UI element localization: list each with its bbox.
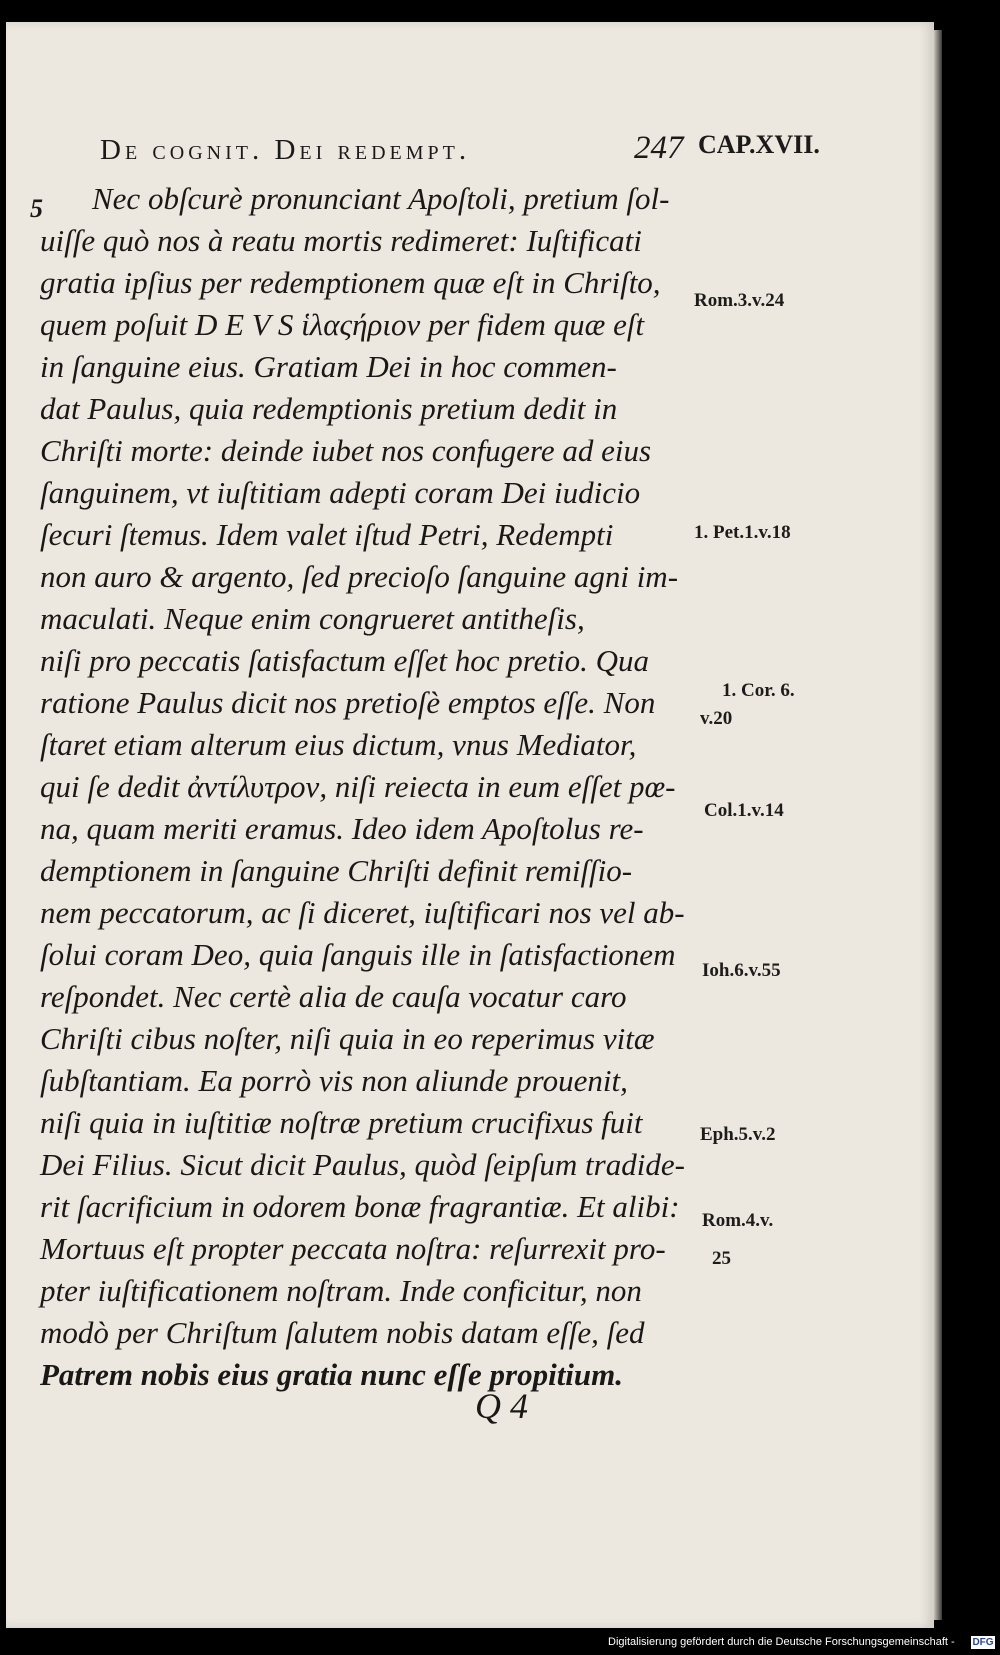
- text-line: ſolui coram Deo, quia ſanguis ille in ſatisfactionem: [40, 937, 676, 972]
- margin-note: Col.1.v.14: [704, 800, 784, 821]
- text-line: gratia ipſius per redemptionem quæ eſt in Chriſto,: [40, 265, 661, 300]
- text-line: quem poſuit D E V S ἱλαςήριον per fidem quæ eſt: [40, 307, 645, 342]
- chapter-label: CAP.XVII.: [698, 130, 820, 159]
- margin-note: v.20: [700, 708, 733, 729]
- footer-credit: Digitalisierung gefördert durch die Deutsche Forschungsgemeinschaft -: [608, 1636, 955, 1648]
- text-line: qui ſe dedit ἀντίλυτρον, niſi reiecta in eum eſſet pœ-: [40, 769, 676, 804]
- side-mark: 5: [30, 194, 43, 223]
- text-line: non auro & argento, ſed precioſo ſanguine agni im-: [40, 559, 679, 594]
- dfg-logo: DFG: [972, 1637, 994, 1648]
- page-header: [0, 130, 1000, 174]
- margin-note: 1. Pet.1.v.18: [694, 522, 791, 543]
- text-line: Chriſti morte: deinde iubet nos confugere ad eius: [40, 433, 652, 468]
- text-line: rit ſacrificium in odorem bonæ fragrantiæ. Et alibi:: [40, 1189, 680, 1224]
- text-line: modò per Chriſtum ſalutem nobis datam eſſe, ſed: [40, 1315, 645, 1350]
- text-line: ſtaret etiam alterum eius dictum, vnus Mediator,: [40, 727, 637, 762]
- text-line: niſi quia in iuſtitiæ noſtræ pretium crucifixus fuit: [40, 1105, 643, 1140]
- text-line: nem peccatorum, ac ſi diceret, iuſtificari nos vel ab-: [40, 895, 685, 930]
- text-line: uiſſe quò nos à reatu mortis redimeret: Iuſtificati: [40, 223, 642, 258]
- margin-note: Rom.4.v.: [702, 1210, 774, 1231]
- signature-mark: Q 4: [475, 1386, 528, 1426]
- margin-note: 1. Cor. 6.: [722, 680, 795, 701]
- text-line: Patrem nobis eius gratia nunc eſſe propitium.: [40, 1357, 624, 1392]
- text-line: dat Paulus, quia redemptionis pretium dedit in: [40, 391, 618, 426]
- text-line: Chriſti cibus noſter, niſi quia in eo reperimus vitæ: [40, 1021, 655, 1056]
- margin-note: Rom.3.v.24: [694, 290, 785, 311]
- text-line: ſecuri ſtemus. Idem valet iſtud Petri, Redempti: [40, 517, 614, 552]
- text-line: in ſanguine eius. Gratiam Dei in hoc commen-: [40, 349, 617, 384]
- text-line: maculati. Neque enim congrueret antitheſis,: [40, 601, 585, 636]
- text-line: na, quam meriti eramus. Ideo idem Apoſtolus re-: [40, 811, 644, 846]
- margin-note: Eph.5.v.2: [700, 1124, 776, 1145]
- text-line: demptionem in ſanguine Chriſti definit remiſſio-: [40, 853, 633, 888]
- text-line: reſpondet. Nec certè alia de cauſa vocatur caro: [40, 979, 627, 1014]
- text-line: pter iuſtificationem noſtram. Inde conficitur, non: [40, 1273, 642, 1308]
- page-number: 247: [634, 130, 684, 166]
- text-line: ſanguinem, vt iuſtitiam adepti coram Dei iudicio: [40, 475, 641, 510]
- page-edge: [934, 30, 942, 1620]
- text-line: Nec obſcurè pronunciant Apoſtoli, pretium ſol-: [92, 181, 670, 216]
- margin-note: Ioh.6.v.55: [702, 960, 781, 981]
- text-line: Mortuus eſt propter peccata noſtra: reſurrexit pro-: [40, 1231, 666, 1266]
- text-line: niſi pro peccatis ſatisfactum eſſet hoc pretio. Qua: [40, 643, 649, 678]
- text-line: Dei Filius. Sicut dicit Paulus, quòd ſeipſum tradide-: [40, 1147, 685, 1182]
- text-line: ratione Paulus dicit nos pretioſè emptos eſſe. Non: [40, 685, 656, 720]
- margin-note: 25: [712, 1248, 731, 1269]
- running-head: De cognit. Dei redempt.: [100, 134, 471, 166]
- text-line: ſubſtantiam. Ea porrò vis non aliunde prouenit,: [40, 1063, 628, 1098]
